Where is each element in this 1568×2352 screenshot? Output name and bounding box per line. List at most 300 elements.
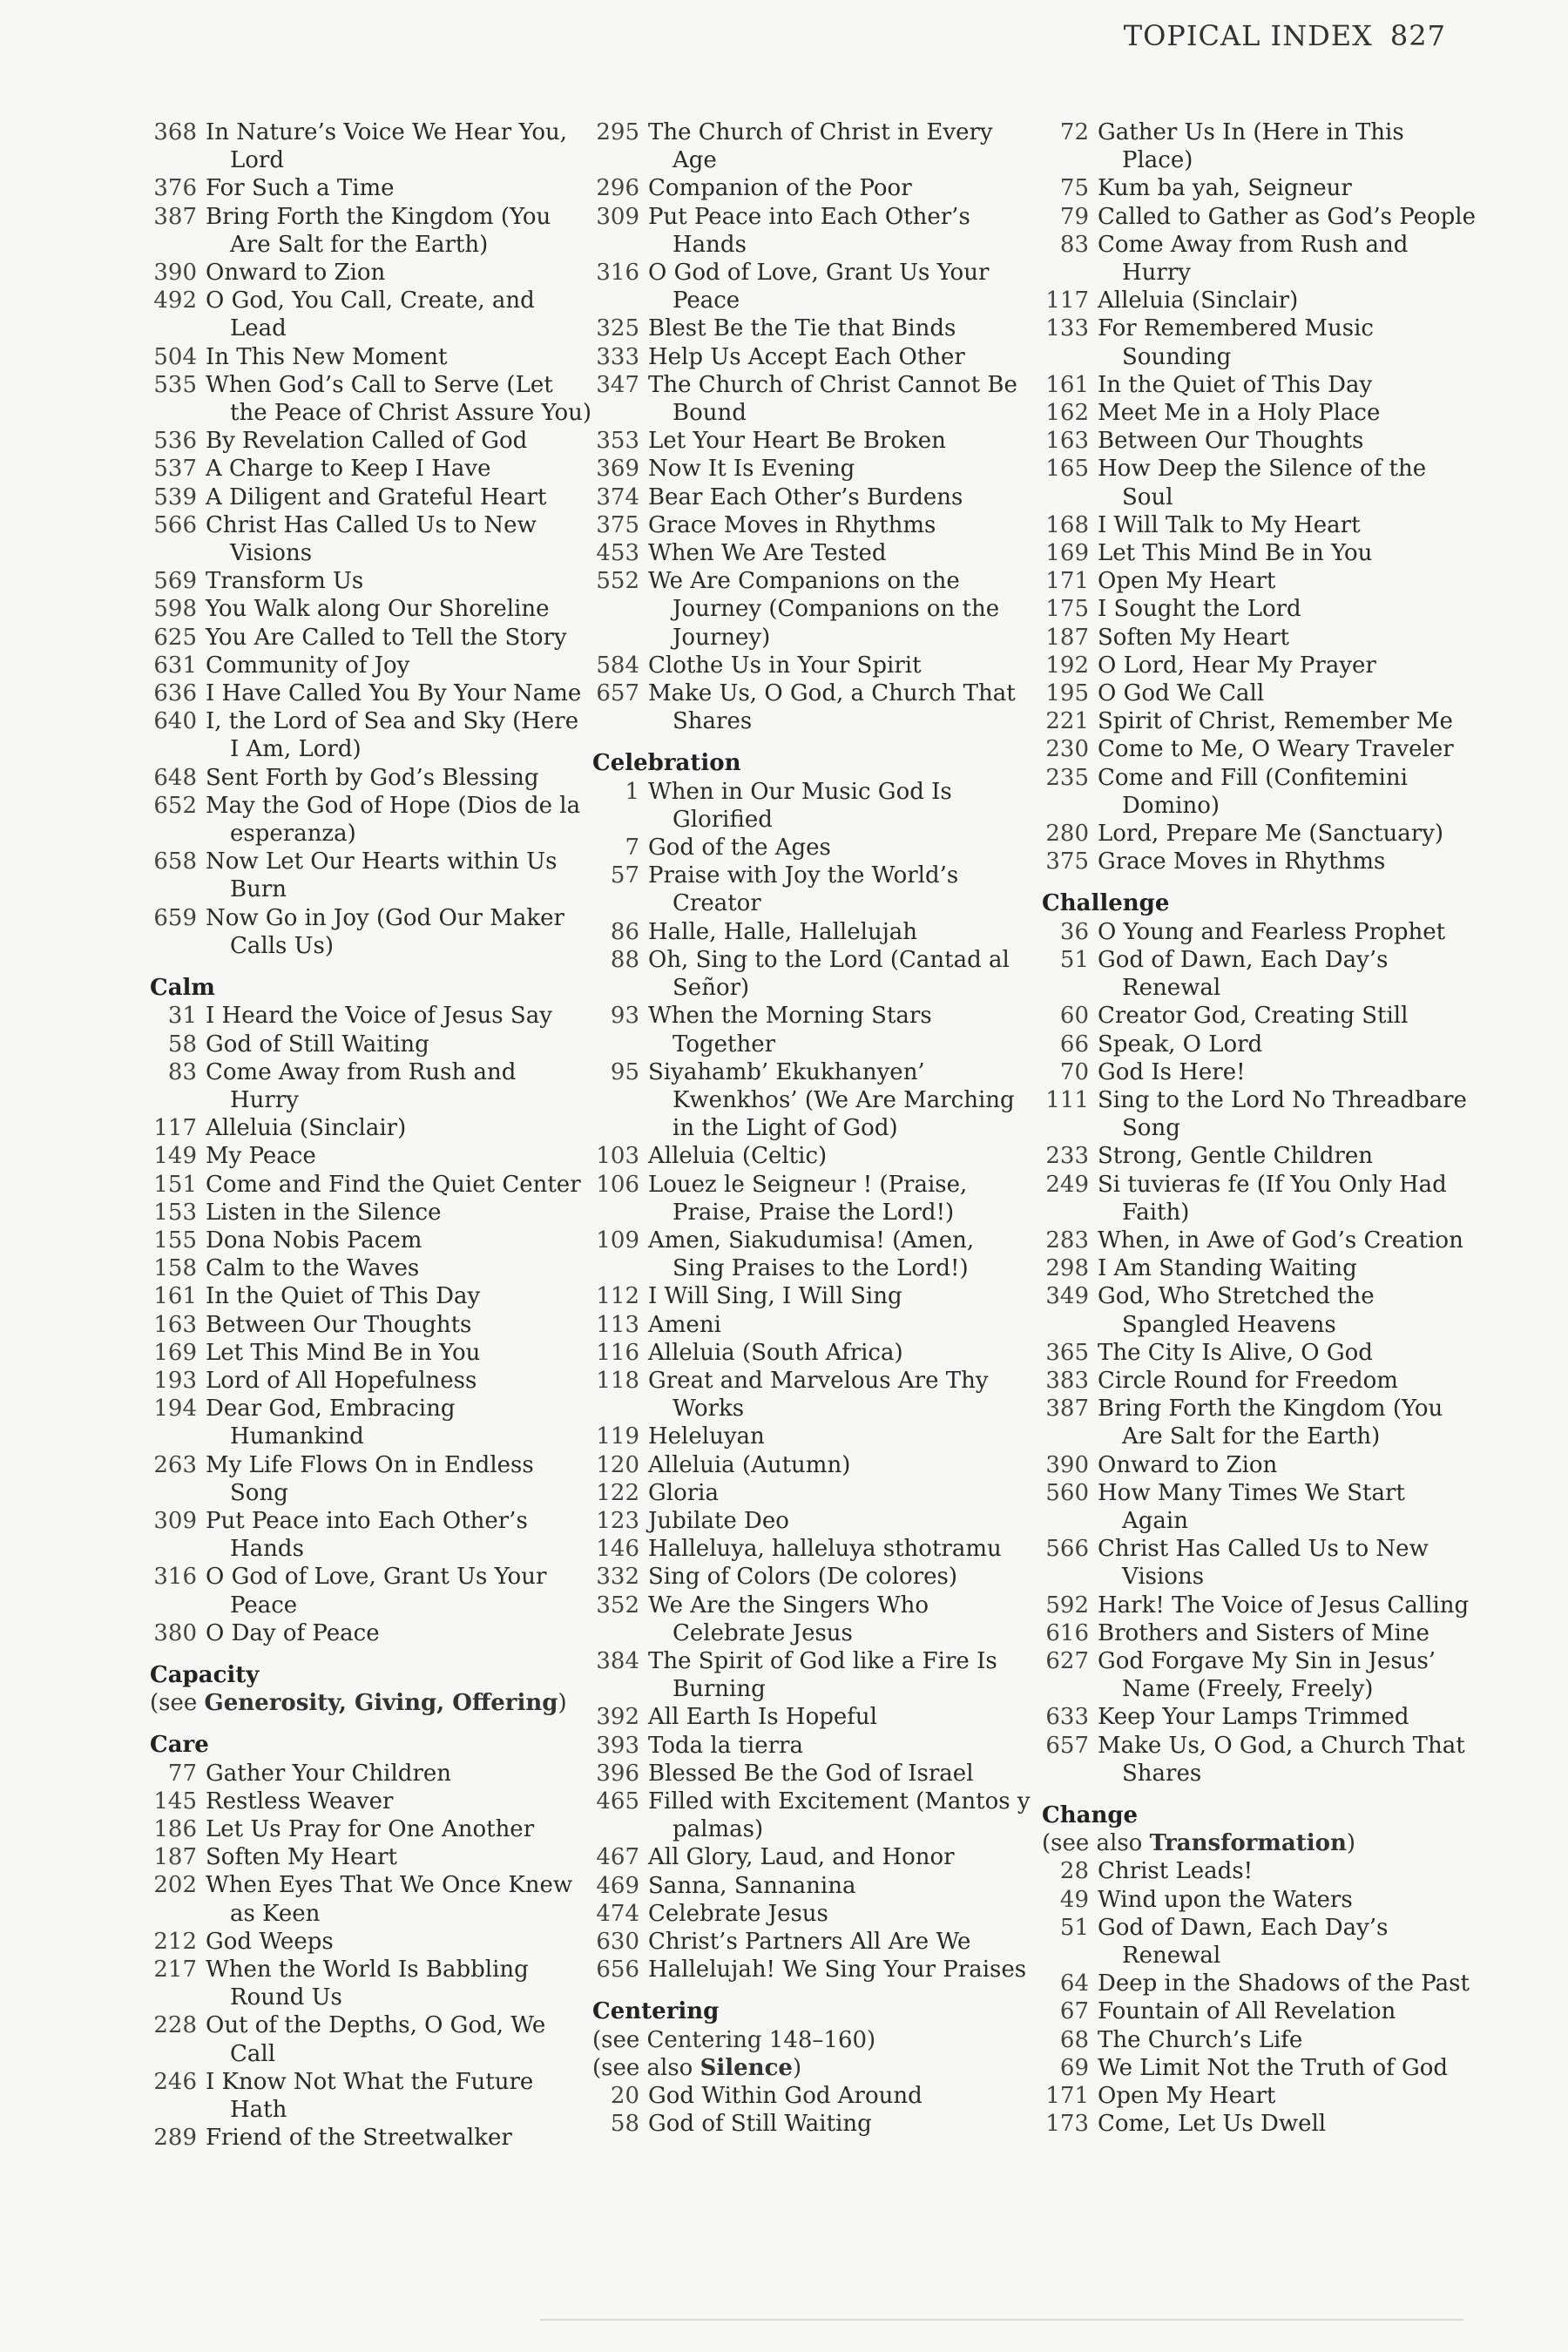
hymn-number: 598 bbox=[153, 596, 197, 623]
hymn-number: 149 bbox=[153, 1143, 197, 1170]
hymn-title bbox=[206, 1395, 603, 1450]
hymn-title-line: Between Our Thoughts bbox=[206, 1311, 472, 1338]
index-entry bbox=[1042, 1227, 1495, 1254]
index-entry bbox=[592, 259, 1045, 314]
hymn-title-line: Wind upon the Waters bbox=[1098, 1886, 1353, 1913]
hymn-title-line: Halle, Halle, Hallelujah bbox=[648, 918, 918, 945]
hymn-title-line: Bring Forth the Kingdom (You bbox=[1098, 1396, 1443, 1423]
hymn-title-line: Kum ba yah, Seigneur bbox=[1098, 175, 1352, 202]
hymn-title-line: Dear God, Embracing bbox=[206, 1396, 456, 1423]
hymn-title-line: Come Away from Rush and bbox=[206, 1058, 517, 1085]
hymn-title bbox=[1098, 1142, 1495, 1170]
hymn-title-line: Come to Me, O Weary Traveler bbox=[1098, 736, 1454, 763]
hymn-number: 625 bbox=[153, 624, 197, 651]
hymn-title bbox=[1098, 1970, 1495, 1997]
hymn-title-line: God Is Here! bbox=[1098, 1058, 1246, 1085]
hymn-number: 352 bbox=[596, 1592, 639, 1619]
index-entry bbox=[592, 539, 1045, 567]
hymn-number: 657 bbox=[1045, 1732, 1089, 1759]
hymn-title bbox=[206, 1788, 603, 1815]
hymn-title-line: Sing to the Lord No Threadbare bbox=[1098, 1086, 1467, 1113]
hymn-title-line: For Such a Time bbox=[206, 175, 395, 202]
topic-heading: Celebration bbox=[592, 750, 741, 777]
hymn-title bbox=[648, 834, 1045, 862]
hymn-title-line: Strong, Gentle Children bbox=[1098, 1143, 1374, 1170]
index-column-right bbox=[1042, 118, 1495, 2138]
index-entry bbox=[150, 1031, 603, 1058]
index-entry bbox=[150, 1171, 603, 1199]
index-entry bbox=[1042, 1171, 1495, 1227]
hymn-number: 93 bbox=[610, 1003, 639, 1030]
hymn-number: 79 bbox=[1059, 203, 1089, 230]
hymn-title-line: Put Peace into Each Other’s bbox=[206, 1507, 528, 1534]
hymn-title bbox=[648, 2110, 1045, 2138]
hymn-title-continuation: Age bbox=[672, 147, 717, 174]
hymn-number: 171 bbox=[1045, 2083, 1089, 2110]
see-text-end: ) bbox=[558, 1690, 567, 1717]
hymn-title bbox=[206, 1339, 603, 1367]
hymn-title bbox=[206, 2068, 603, 2124]
index-entry bbox=[1042, 203, 1495, 231]
hymn-title bbox=[1098, 455, 1495, 510]
hymn-title-line: Put Peace into Each Other’s bbox=[648, 203, 970, 230]
hymn-title-continuation: Bound bbox=[672, 400, 747, 427]
hymn-title-line: Lord, Prepare Me (Sanctuary) bbox=[1098, 821, 1444, 848]
hymn-title-line: Lord of All Hopefulness bbox=[206, 1367, 477, 1394]
hymn-title bbox=[206, 624, 603, 652]
hymn-number: 659 bbox=[153, 904, 197, 931]
hymn-title bbox=[206, 427, 603, 455]
hymn-title bbox=[206, 2124, 603, 2152]
hymn-number: 113 bbox=[596, 1311, 639, 1338]
hymn-title-line: Blest Be the Tie that Binds bbox=[648, 315, 956, 342]
index-entry bbox=[1042, 946, 1495, 1002]
index-entry bbox=[592, 371, 1045, 427]
hymn-title-line: Blessed Be the God of Israel bbox=[648, 1760, 974, 1787]
hymn-title bbox=[206, 203, 603, 259]
hymn-title-line: My Life Flows On in Endless bbox=[206, 1451, 534, 1478]
hymn-title-line: Hark! The Voice of Jesus Calling bbox=[1098, 1592, 1470, 1619]
hymn-number: 57 bbox=[610, 862, 639, 889]
hymn-title-line: I, the Lord of Sea and Sky (Here bbox=[206, 708, 579, 735]
hymn-number: 539 bbox=[153, 483, 197, 510]
index-entry bbox=[1042, 511, 1495, 539]
hymn-number: 566 bbox=[1045, 1536, 1089, 1563]
hymn-title-line: Soften My Heart bbox=[1098, 624, 1289, 651]
hymn-title-continuation: Visions bbox=[1122, 1564, 1205, 1591]
hymn-number: 627 bbox=[1045, 1647, 1089, 1674]
hymn-number: 193 bbox=[153, 1367, 197, 1394]
hymn-title-line: Praise with Joy the World’s bbox=[648, 862, 959, 889]
hymn-title-line: God Within God Around bbox=[648, 2083, 923, 2110]
topic-heading: Calm bbox=[150, 975, 215, 1002]
index-entry bbox=[1042, 1647, 1495, 1703]
index-entry bbox=[592, 483, 1045, 511]
topic-heading: Change bbox=[1042, 1801, 1139, 1828]
hymn-title-line: Out of the Depths, O God, We bbox=[206, 2012, 546, 2039]
hymn-title bbox=[206, 1815, 603, 1843]
hymn-title bbox=[206, 287, 603, 342]
hymn-title-line: Halleluya, halleluya sthotramu bbox=[648, 1536, 1002, 1563]
hymn-number: 504 bbox=[153, 343, 197, 370]
hymn-title bbox=[1098, 848, 1495, 875]
hymn-title-line: Open My Heart bbox=[1098, 2083, 1276, 2110]
index-entry bbox=[1042, 1142, 1495, 1170]
index-entry bbox=[592, 1507, 1045, 1535]
index-entry bbox=[592, 314, 1045, 342]
hymn-number: 569 bbox=[153, 568, 197, 595]
hymn-title-line: When the Morning Stars bbox=[648, 1003, 932, 1030]
hymn-title bbox=[1098, 1647, 1495, 1703]
hymn-number: 153 bbox=[153, 1199, 197, 1226]
index-entry bbox=[1042, 1732, 1495, 1788]
hymn-title-line: When, in Awe of God’s Creation bbox=[1098, 1227, 1463, 1254]
index-entry bbox=[150, 1058, 603, 1114]
hymn-title bbox=[648, 1507, 1045, 1535]
hymn-number: 86 bbox=[610, 918, 639, 945]
hymn-title-line: I Will Talk to My Heart bbox=[1098, 511, 1361, 538]
hymn-number: 636 bbox=[153, 680, 197, 707]
index-entry bbox=[592, 343, 1045, 371]
hymn-title-line: Transform Us bbox=[206, 568, 364, 595]
hymn-title-line: Now Let Our Hearts within Us bbox=[206, 848, 558, 875]
index-entry bbox=[150, 1227, 603, 1254]
see-topic: Generosity, Giving, Offering bbox=[204, 1690, 558, 1717]
hymn-title bbox=[206, 2011, 603, 2067]
hymn-title bbox=[648, 371, 1045, 427]
hymn-title-line: Christ Has Called Us to New bbox=[206, 511, 537, 538]
hymn-title bbox=[648, 2082, 1045, 2110]
hymn-number: 536 bbox=[153, 428, 197, 455]
index-entry bbox=[592, 1002, 1045, 1058]
hymn-title-line: Gather Your Children bbox=[206, 1760, 452, 1787]
hymn-title bbox=[206, 1871, 603, 1927]
hymn-title-continuation: Señor) bbox=[672, 975, 750, 1002]
hymn-title bbox=[206, 1843, 603, 1871]
hymn-title bbox=[1098, 1002, 1495, 1030]
hymn-title bbox=[1098, 707, 1495, 735]
index-entry bbox=[592, 1311, 1045, 1339]
bottom-rule bbox=[540, 2319, 1463, 2321]
hymn-title-line: Onward to Zion bbox=[206, 260, 386, 287]
hymn-number: 195 bbox=[1045, 680, 1089, 707]
hymn-title-line: When Eyes That We Once Knew bbox=[206, 1872, 573, 1899]
hymn-number: 187 bbox=[1045, 624, 1089, 651]
index-entry bbox=[150, 1507, 603, 1563]
hymn-title bbox=[648, 483, 1045, 511]
hymn-title-line: The City Is Alive, O God bbox=[1098, 1339, 1373, 1366]
index-entry bbox=[150, 679, 603, 707]
hymn-number: 117 bbox=[153, 1115, 197, 1142]
hymn-title-line: Alleluia (Celtic) bbox=[648, 1143, 828, 1170]
hymn-number: 246 bbox=[153, 2068, 197, 2095]
hymn-title bbox=[1098, 539, 1495, 567]
hymn-title bbox=[206, 1311, 603, 1339]
hymn-title-line: Christ Has Called Us to New bbox=[1098, 1536, 1429, 1563]
index-entry bbox=[150, 287, 603, 342]
hymn-title bbox=[648, 1760, 1045, 1788]
hymn-title bbox=[1098, 1886, 1495, 1914]
header-title: TOPICAL INDEX bbox=[1123, 19, 1373, 52]
hymn-title-line: Louez le Seigneur ! (Praise, bbox=[648, 1171, 968, 1198]
hymn-title bbox=[648, 862, 1045, 917]
hymn-title bbox=[206, 707, 603, 763]
hymn-title bbox=[206, 1367, 603, 1395]
index-entry bbox=[1042, 2110, 1495, 2138]
hymn-number: 173 bbox=[1045, 2111, 1089, 2138]
index-entry bbox=[592, 679, 1045, 735]
hymn-title-line: Calm to the Waves bbox=[206, 1255, 420, 1282]
hymn-title bbox=[1098, 652, 1495, 679]
hymn-title bbox=[206, 1760, 603, 1788]
hymn-title-line: All Earth Is Hopeful bbox=[648, 1704, 877, 1731]
hymn-title-continuation: Shares bbox=[1122, 1760, 1202, 1787]
hymn-title-line: Now It Is Evening bbox=[648, 456, 855, 483]
index-entry bbox=[150, 1956, 603, 2011]
index-entry bbox=[1042, 595, 1495, 623]
hymn-number: 123 bbox=[596, 1507, 639, 1534]
index-column-middle bbox=[592, 118, 1045, 2138]
hymn-title bbox=[648, 1339, 1045, 1367]
index-entry bbox=[1042, 707, 1495, 735]
hymn-title bbox=[648, 1592, 1045, 1647]
hymn-title-line: Clothe Us in Your Spirit bbox=[648, 652, 922, 679]
hymn-title-continuation: Spangled Heavens bbox=[1122, 1311, 1336, 1338]
hymn-number: 233 bbox=[1045, 1143, 1089, 1170]
index-entry bbox=[1042, 1031, 1495, 1058]
hymn-title-continuation: Burn bbox=[230, 876, 287, 903]
index-entry bbox=[1042, 287, 1495, 314]
hymn-number: 202 bbox=[153, 1872, 197, 1899]
hymn-title-line: Filled with Excitement (Mantos y bbox=[648, 1788, 1031, 1815]
hymn-title bbox=[206, 567, 603, 595]
index-entry bbox=[150, 1254, 603, 1282]
index-entry bbox=[150, 455, 603, 483]
index-entry bbox=[1042, 1914, 1495, 1970]
hymn-number: 162 bbox=[1045, 400, 1089, 427]
hymn-title bbox=[206, 848, 603, 903]
index-entry bbox=[592, 1058, 1045, 1143]
hymn-number: 175 bbox=[1045, 596, 1089, 623]
hymn-title bbox=[648, 427, 1045, 455]
hymn-number: 630 bbox=[596, 1929, 639, 1955]
hymn-number: 375 bbox=[1045, 848, 1089, 875]
index-entry bbox=[1042, 918, 1495, 946]
hymn-title-line: God Forgave My Sin in Jesus’ bbox=[1098, 1647, 1436, 1674]
hymn-number: 657 bbox=[596, 680, 639, 707]
hymn-title-line: Help Us Accept Each Other bbox=[648, 343, 965, 370]
hymn-number: 392 bbox=[596, 1704, 639, 1731]
hymn-title-line: Come and Find the Quiet Center bbox=[206, 1171, 581, 1198]
hymn-title bbox=[648, 1451, 1045, 1479]
hymn-number: 492 bbox=[153, 287, 197, 314]
hymn-title-continuation: Peace bbox=[230, 1592, 298, 1619]
index-entry bbox=[150, 1114, 603, 1142]
hymn-number: 631 bbox=[153, 652, 197, 679]
hymn-number: 51 bbox=[1059, 946, 1089, 973]
hymn-title-continuation: in the Light of God) bbox=[672, 1115, 898, 1142]
hymn-title-line: How Deep the Silence of the bbox=[1098, 456, 1427, 483]
hymn-number: 537 bbox=[153, 456, 197, 483]
index-entry bbox=[1042, 174, 1495, 202]
hymn-title-line: Let This Mind Be in You bbox=[206, 1339, 481, 1366]
hymn-title-continuation: Celebrate Jesus bbox=[672, 1619, 853, 1646]
hymn-title-line: Brothers and Sisters of Mine bbox=[1098, 1619, 1429, 1646]
hymn-title bbox=[1098, 820, 1495, 848]
hymn-title bbox=[1098, 2110, 1495, 2138]
hymn-title-line: Come Away from Rush and bbox=[1098, 231, 1409, 258]
hymn-title-continuation: Lead bbox=[230, 315, 287, 342]
hymn-number: 375 bbox=[596, 511, 639, 538]
hymn-title-continuation: Creator bbox=[672, 890, 761, 917]
see-text: (see also bbox=[592, 2054, 700, 2081]
hymn-number: 658 bbox=[153, 848, 197, 875]
hymn-title-line: I Heard the Voice of Jesus Say bbox=[206, 1003, 552, 1030]
hymn-title bbox=[206, 679, 603, 707]
hymn-number: 283 bbox=[1045, 1227, 1089, 1254]
hymn-number: 163 bbox=[1045, 428, 1089, 455]
hymn-title-line: O Young and Fearless Prophet bbox=[1098, 918, 1446, 945]
hymn-title bbox=[1098, 2082, 1495, 2110]
index-entry bbox=[1042, 1886, 1495, 1914]
hymn-title-continuation: Name (Freely, Freely) bbox=[1122, 1676, 1374, 1703]
hymn-title bbox=[206, 511, 603, 567]
index-entry bbox=[592, 1956, 1045, 1984]
hymn-title-line: I Sought the Lord bbox=[1098, 596, 1301, 623]
hymn-title-line: We Are the Singers Who bbox=[648, 1592, 929, 1619]
hymn-title-line: For Remembered Music bbox=[1098, 315, 1374, 342]
hymn-title bbox=[648, 1872, 1045, 1900]
hymn-title-line: God Weeps bbox=[206, 1928, 334, 1955]
hymn-title bbox=[206, 1956, 603, 2011]
hymn-number: 235 bbox=[1045, 764, 1089, 791]
hymn-number: 347 bbox=[596, 371, 639, 398]
hymn-title bbox=[648, 203, 1045, 259]
hymn-title-continuation: Song bbox=[230, 1479, 288, 1506]
hymn-title-line: Siyahamb’ Ekukhanyen’ bbox=[648, 1058, 925, 1085]
hymn-title-line: God of Dawn, Each Day’s bbox=[1098, 946, 1389, 973]
index-entry bbox=[150, 652, 603, 679]
index-entry bbox=[150, 1142, 603, 1170]
hymn-title-line: May the God of Hope (Dios de la bbox=[206, 792, 581, 819]
hymn-number: 383 bbox=[1045, 1367, 1089, 1394]
index-entry bbox=[592, 1282, 1045, 1310]
hymn-number: 390 bbox=[153, 260, 197, 287]
hymn-title-continuation: Hands bbox=[230, 1536, 304, 1563]
hymn-title bbox=[206, 1002, 603, 1030]
hymn-title-continuation: Visions bbox=[230, 540, 313, 567]
hymn-title bbox=[1098, 1031, 1495, 1058]
hymn-title-continuation: Sing Praises to the Lord!) bbox=[672, 1255, 969, 1282]
hymn-title bbox=[206, 259, 603, 287]
hymn-number: 112 bbox=[596, 1283, 639, 1310]
see-text: (see bbox=[150, 1690, 205, 1717]
hymn-title-line: The Spirit of God like a Fire Is bbox=[648, 1647, 997, 1674]
hymn-title-continuation: Place) bbox=[1122, 147, 1193, 174]
hymn-title bbox=[206, 1619, 603, 1647]
index-entry bbox=[592, 946, 1045, 1002]
hymn-title-line: Si tuvieras fe (If You Only Had bbox=[1098, 1171, 1447, 1198]
index-entry bbox=[150, 707, 603, 763]
hymn-title-line: Bear Each Other’s Burdens bbox=[648, 483, 963, 510]
hymn-number: 365 bbox=[1045, 1339, 1089, 1366]
see-text: (see Centering 148–160) bbox=[592, 2026, 876, 2053]
see-text-end: ) bbox=[1346, 1830, 1356, 1857]
index-entry bbox=[150, 1619, 603, 1647]
hymn-title-line: Open My Heart bbox=[1098, 568, 1276, 595]
hymn-number: 155 bbox=[153, 1227, 197, 1254]
hymn-title-line: Hallelujah! We Sing Your Praises bbox=[648, 1957, 1027, 1984]
hymn-title-line: God, Who Stretched the bbox=[1098, 1283, 1375, 1310]
index-entry bbox=[150, 1339, 603, 1367]
index-entry bbox=[592, 1171, 1045, 1227]
index-entry bbox=[1042, 1086, 1495, 1142]
hymn-title bbox=[1098, 1535, 1495, 1591]
hymn-title bbox=[1098, 1703, 1495, 1731]
index-entry bbox=[150, 427, 603, 455]
index-entry bbox=[150, 1002, 603, 1030]
hymn-title-line: Circle Round for Freedom bbox=[1098, 1367, 1398, 1394]
hymn-title-line: God of Dawn, Each Day’s bbox=[1098, 1914, 1389, 1941]
hymn-number: 369 bbox=[596, 456, 639, 483]
hymn-number: 36 bbox=[1059, 918, 1089, 945]
hymn-number: 106 bbox=[596, 1171, 639, 1198]
hymn-title-line: Soften My Heart bbox=[206, 1844, 397, 1871]
hymn-title bbox=[648, 1058, 1045, 1143]
hymn-title-continuation: Burning bbox=[672, 1676, 766, 1703]
hymn-number: 296 bbox=[596, 175, 639, 202]
index-entry bbox=[150, 343, 603, 371]
index-entry bbox=[150, 1395, 603, 1450]
hymn-title bbox=[206, 1451, 603, 1507]
hymn-title-line: Friend of the Streetwalker bbox=[206, 2125, 512, 2152]
hymn-number: 111 bbox=[1045, 1086, 1089, 1113]
hymn-title bbox=[648, 1788, 1045, 1843]
hymn-number: 118 bbox=[596, 1367, 639, 1394]
hymn-title-line: My Peace bbox=[206, 1143, 316, 1170]
hymn-title-continuation: Hands bbox=[672, 231, 747, 258]
index-entry bbox=[1042, 848, 1495, 875]
hymn-title bbox=[648, 1900, 1045, 1928]
hymn-title-line: O God, You Call, Create, and bbox=[206, 287, 535, 314]
index-entry bbox=[592, 918, 1045, 946]
index-entry bbox=[592, 1843, 1045, 1871]
index-entry bbox=[1042, 624, 1495, 652]
hymn-title-line: Listen in the Silence bbox=[206, 1199, 442, 1226]
hymn-title-continuation: Renewal bbox=[1122, 1943, 1221, 1969]
hymn-title-line: Companion of the Poor bbox=[648, 175, 912, 202]
hymn-title bbox=[648, 1928, 1045, 1956]
hymn-title bbox=[1098, 1451, 1495, 1479]
hymn-title-line: I Know Not What the Future bbox=[206, 2068, 534, 2095]
hymn-title-line: Restless Weaver bbox=[206, 1788, 394, 1815]
index-entry bbox=[1042, 1703, 1495, 1731]
hymn-number: 368 bbox=[153, 119, 197, 145]
hymn-number: 380 bbox=[153, 1619, 197, 1646]
hymn-title bbox=[206, 764, 603, 792]
hymn-title-continuation: Humankind bbox=[230, 1423, 364, 1450]
hymn-title bbox=[1098, 1058, 1495, 1086]
index-entry bbox=[150, 2068, 603, 2124]
hymn-title bbox=[648, 314, 1045, 342]
hymn-title-line: Let Your Heart Be Broken bbox=[648, 428, 946, 455]
hymn-title-continuation: Hath bbox=[230, 2097, 287, 2124]
index-entry bbox=[592, 1703, 1045, 1731]
hymn-title-continuation: Renewal bbox=[1122, 975, 1221, 1002]
hymn-number: 28 bbox=[1059, 1858, 1089, 1885]
hymn-number: 280 bbox=[1045, 821, 1089, 848]
hymn-title bbox=[648, 455, 1045, 483]
